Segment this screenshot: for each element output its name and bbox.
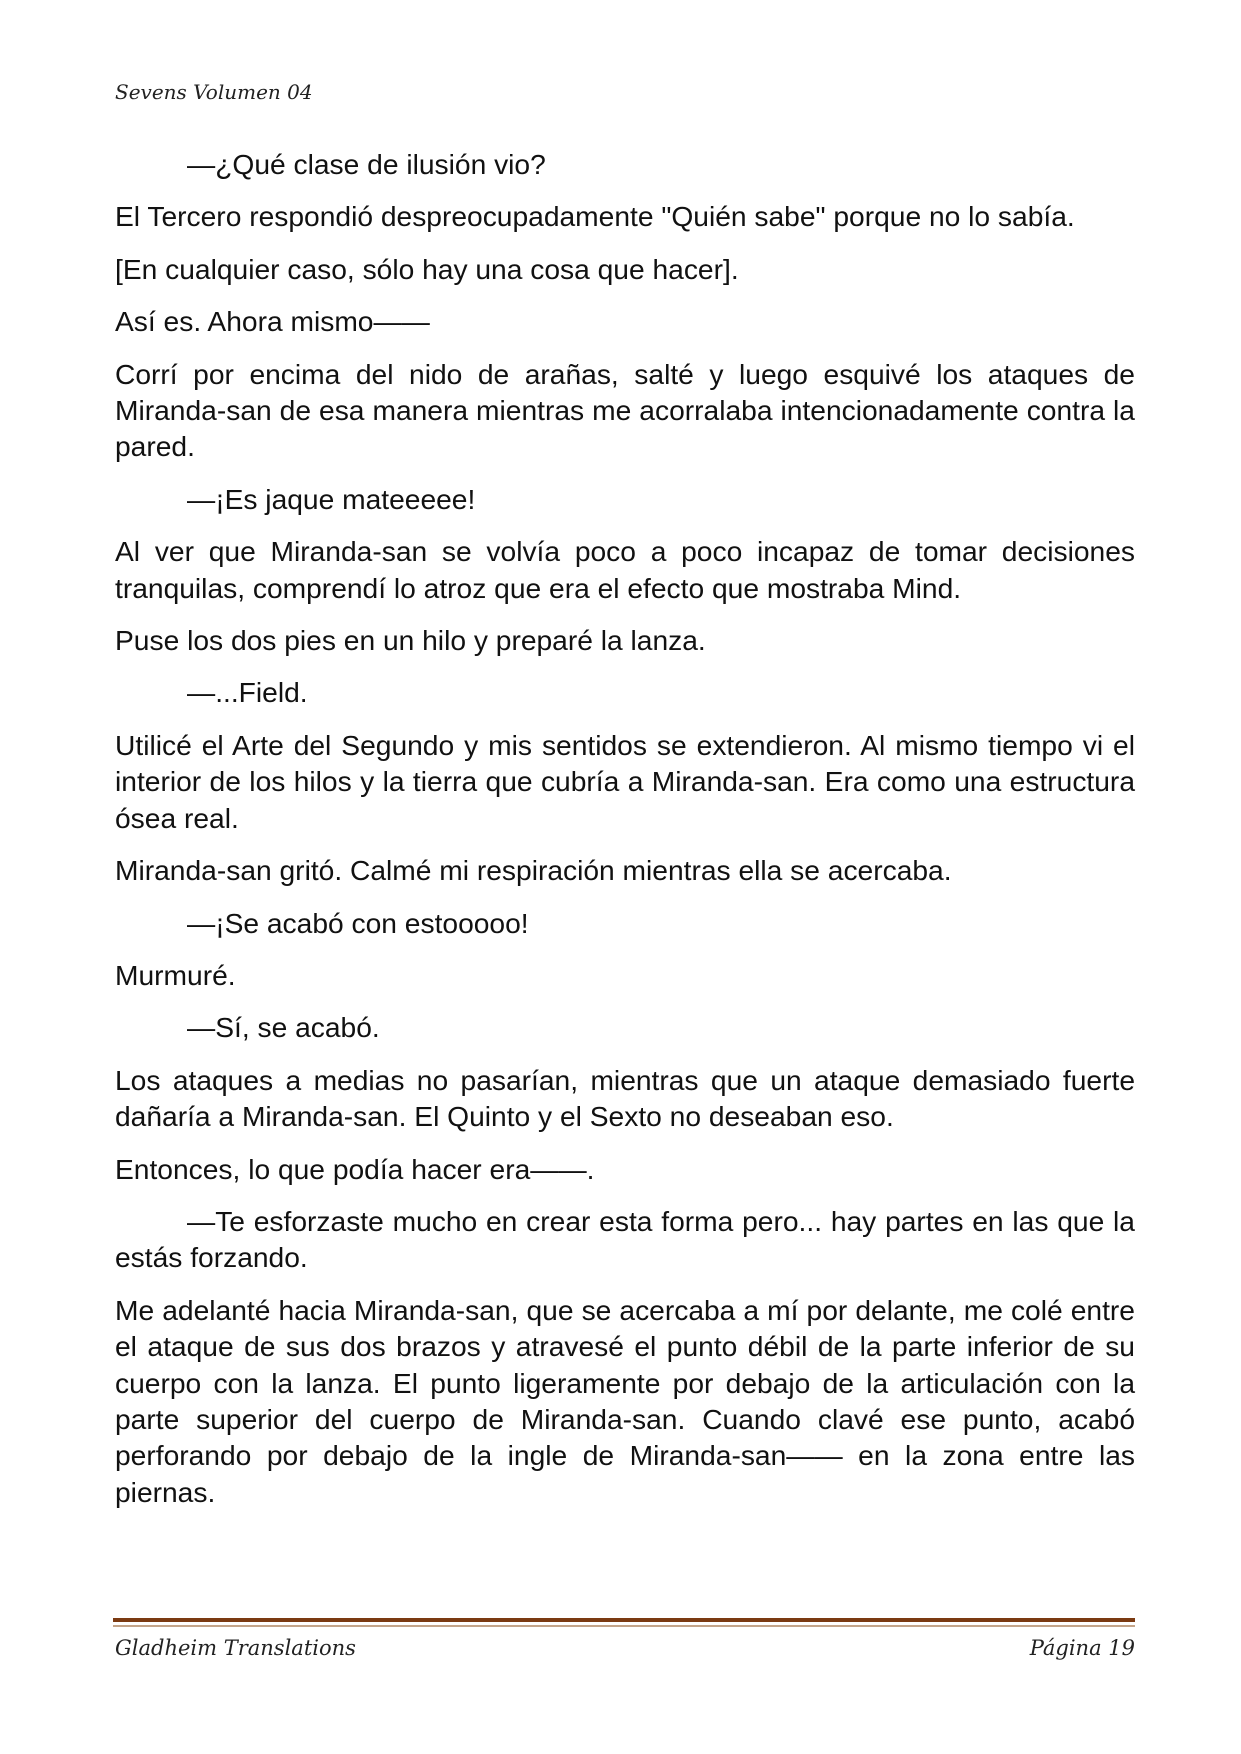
paragraph-14: —Sí, se acabó.	[187, 1011, 380, 1044]
paragraph-11: Miranda-san gritó. Calmé mi respiración mientras ella se acercaba.	[115, 854, 952, 887]
paragraph-7: Al ver que Miranda-san se volvía poco a poco incapaz de tomar decisiones tranquilas, comprendí lo atroz que era el efecto que mostraba Mind.	[115, 535, 1135, 604]
paragraph-13: Murmuré.	[115, 958, 236, 991]
page-number: Página 19	[1029, 1636, 1135, 1660]
paragraph-1: —¿Qué clase de ilusión vio?	[187, 148, 546, 180]
paragraph-5: Corrí por encima del nido de arañas, salté y luego esquivé los ataques de Miranda-san de esa manera mientras me acorralaba intencionadamente contra la pared.	[115, 357, 1135, 463]
paragraph-9: —...Field.	[187, 676, 308, 709]
paragraph-4: Así es. Ahora mismo——	[115, 305, 430, 338]
footer-rule-thin	[113, 1625, 1135, 1627]
body-text	[115, 146, 1135, 1526]
footer-credit: Gladheim Translations	[115, 1636, 356, 1660]
paragraph-6: —¡Es jaque mateeeee!	[187, 482, 476, 515]
paragraph-8: Puse los dos pies en un hilo y preparé la lanza.	[115, 624, 706, 657]
paragraph-16: Entonces, lo que podía hacer era——.	[115, 1152, 595, 1185]
paragraph-18: Me adelanté hacia Miranda-san, que se acercaba a mí por delante, me colé entre el ataque de sus dos brazos y atravesé el punto débil de la parte inferior de su cuerpo con la lanza. El punto ligeramente por debajo de la articulación con la parte superior del cuerpo de Miranda-san. Cuando clavé ese punto, acabó perforando por debajo de la ingle de Miranda-san—— en la zona entre las piernas.	[115, 1293, 1135, 1508]
paragraph-12: —¡Se acabó con estooooo!	[187, 906, 529, 939]
paragraph-15: Los ataques a medias no pasarían, mientras que un ataque demasiado fuerte dañaría a Miranda-san. El Quinto y el Sexto no deseaban eso.	[115, 1063, 1135, 1133]
paragraph-10: Utilicé el Arte del Segundo y mis sentidos se extendieron. Al mismo tiempo vi el interior de los hilos y la tierra que cubría a Miranda-san. Era como una estructura ósea real.	[115, 728, 1135, 834]
footer-rule	[113, 1618, 1135, 1622]
paragraph-2: El Tercero respondió despreocupadamente "Quién sabe" porque no lo sabía.	[115, 200, 1075, 233]
running-header: Sevens Volumen 04	[115, 80, 313, 104]
paragraph-3: [En cualquier caso, sólo hay una cosa que hacer].	[115, 252, 739, 285]
paragraph-17: —Te esforzaste mucho en crear esta forma pero... hay partes en las que la estás forzando.	[115, 1204, 1135, 1274]
